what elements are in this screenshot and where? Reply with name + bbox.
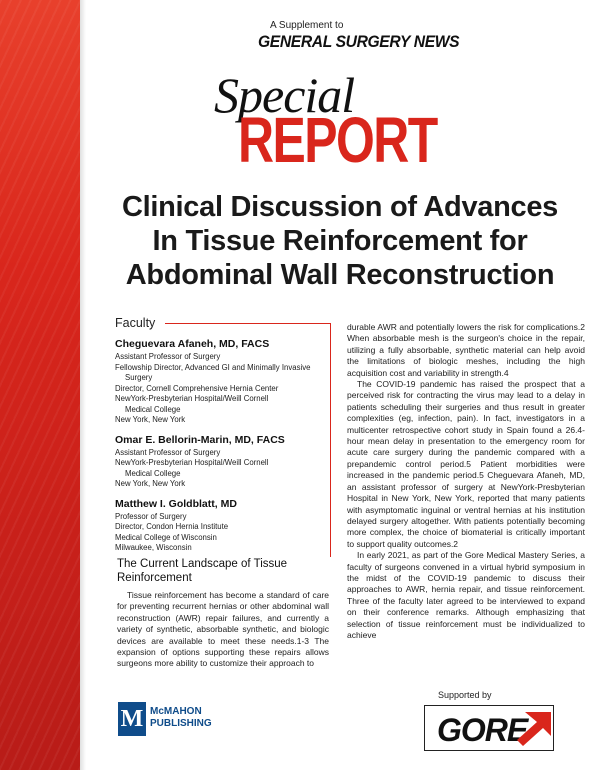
faculty-detail: Milwaukee, Wisconsin bbox=[115, 543, 192, 552]
publication-name: GENERAL SURGERY NEWS bbox=[258, 32, 460, 51]
faculty-member bbox=[115, 434, 330, 490]
faculty-detail: Director, Condon Hernia Institute bbox=[115, 522, 229, 531]
body-paragraph: In early 2021, as part of the Gore Medical Mastery Series, a faculty of surgeons convened in a virtual hybrid symposium in the midst of the COVID-19 pandemic to discuss their approaches to AWR, hernia repair, and tissue reinforcement. Three of the faculty later agreed to be interviewed to expand on their conference remarks. Although emphasizing that selection of tissue reinforcement must be individualized to achieve bbox=[347, 550, 585, 640]
faculty-member bbox=[115, 338, 330, 426]
title-line-3: Abdominal Wall Reconstruction bbox=[125, 259, 555, 291]
faculty-vertical-divider bbox=[330, 323, 331, 557]
faculty-detail: New York, New York bbox=[115, 479, 186, 488]
faculty-detail: Medical College bbox=[125, 404, 181, 414]
title-line-1: Clinical Discussion of Advances bbox=[121, 191, 559, 223]
sponsor-logo bbox=[424, 705, 554, 751]
faculty-detail: NewYork-Presbyterian Hospital/Weill Cornell bbox=[115, 394, 269, 403]
title-line-2: In Tissue Reinforcement for bbox=[152, 225, 528, 257]
body-paragraph: The COVID-19 pandemic has raised the prospect that a perceived risk for contracting the virus may lead to a delay in patients scheduling their surgeries and thus result in greater complexities (eg, infection, pain). In fact, investigators in a multicenter retrospective cohort study in Spain found a 26.4-hour mean delay in presentation to the emergency room for acute care surgery during the pandemic compared with a prepandemic control period.5 Patient morbidities were increased in the pandemic period.5 Cheguevara Afaneh, MD, an assistant professor of surgery at NewYork-Presbyterian Hospital in New York, New York, reported that many patients with asymptomatic inguinal or ventral hernias at his institution delayed surgery altogether. With patients potentially becoming more complex, the choice of biomaterial is critically important to support quality outcomes.2 bbox=[347, 379, 585, 549]
publisher-logo bbox=[118, 702, 228, 742]
publisher-m-icon: M bbox=[118, 702, 146, 736]
faculty-heading: Faculty bbox=[115, 316, 156, 330]
report-wordmark: REPORT bbox=[238, 104, 437, 176]
faculty-detail: Professor of Surgery bbox=[115, 511, 187, 521]
faculty-detail: Assistant Professor of Surgery bbox=[115, 352, 221, 361]
faculty-detail: Medical College of Wisconsin bbox=[115, 532, 217, 542]
sponsor-arrow-icon bbox=[425, 706, 554, 751]
red-side-band bbox=[0, 0, 80, 770]
faculty-box bbox=[115, 316, 330, 562]
body-paragraph: Tissue reinforcement has become a standard of care for preventing recurrent hernias or other abdominal wall reconstruction (AWR) repair failures, and currently a variety of synthetic, absorbable synthetic, and biologic devices are available to meet these needs.1-3 The expansion of options supporting these repairs allows surgeons more ability to customize their approach to bbox=[117, 590, 329, 669]
side-band-shadow bbox=[80, 0, 86, 770]
faculty-detail: Fellowship Director, Advanced GI and Minimally Invasive bbox=[115, 362, 311, 372]
supplement-label: A Supplement to bbox=[270, 20, 344, 31]
section-heading: The Current Landscape of Tissue Reinforcement bbox=[117, 558, 288, 584]
faculty-detail: Medical College bbox=[125, 468, 181, 478]
publisher-subname: PUBLISHING bbox=[150, 718, 212, 729]
body-column-left bbox=[117, 590, 329, 670]
faculty-detail: Surgery bbox=[125, 373, 153, 382]
faculty-name: Matthew I. Goldblatt, MD bbox=[115, 497, 237, 510]
sponsor-name: GORE bbox=[437, 712, 528, 748]
faculty-name: Cheguevara Afaneh, MD, FACS bbox=[115, 338, 270, 350]
body-paragraph: durable AWR and potentially lowers the risk for complications.2 When absorbable mesh is the surgeon's choice in the repair, utilizing a fully absorbable, synthetic material can help avoid the limitations of biologic meshes, including the high acquisition cost and variability in strength.4 bbox=[347, 322, 585, 378]
faculty-name: Omar E. Bellorin-Marin, MD, FACS bbox=[115, 433, 285, 446]
faculty-detail: Assistant Professor of Surgery bbox=[115, 447, 221, 457]
page-title bbox=[100, 190, 580, 292]
faculty-detail: New York, New York bbox=[115, 415, 186, 424]
faculty-member bbox=[115, 498, 330, 554]
supported-by-label: Supported by bbox=[438, 690, 492, 700]
special-wordmark: Special bbox=[214, 67, 355, 123]
body-column-right bbox=[347, 322, 585, 641]
faculty-detail: NewYork-Presbyterian Hospital/Weill Cornell bbox=[115, 458, 269, 467]
publisher-name: McMAHON bbox=[150, 706, 202, 717]
faculty-detail: Director, Cornell Comprehensive Hernia Center bbox=[115, 383, 279, 393]
